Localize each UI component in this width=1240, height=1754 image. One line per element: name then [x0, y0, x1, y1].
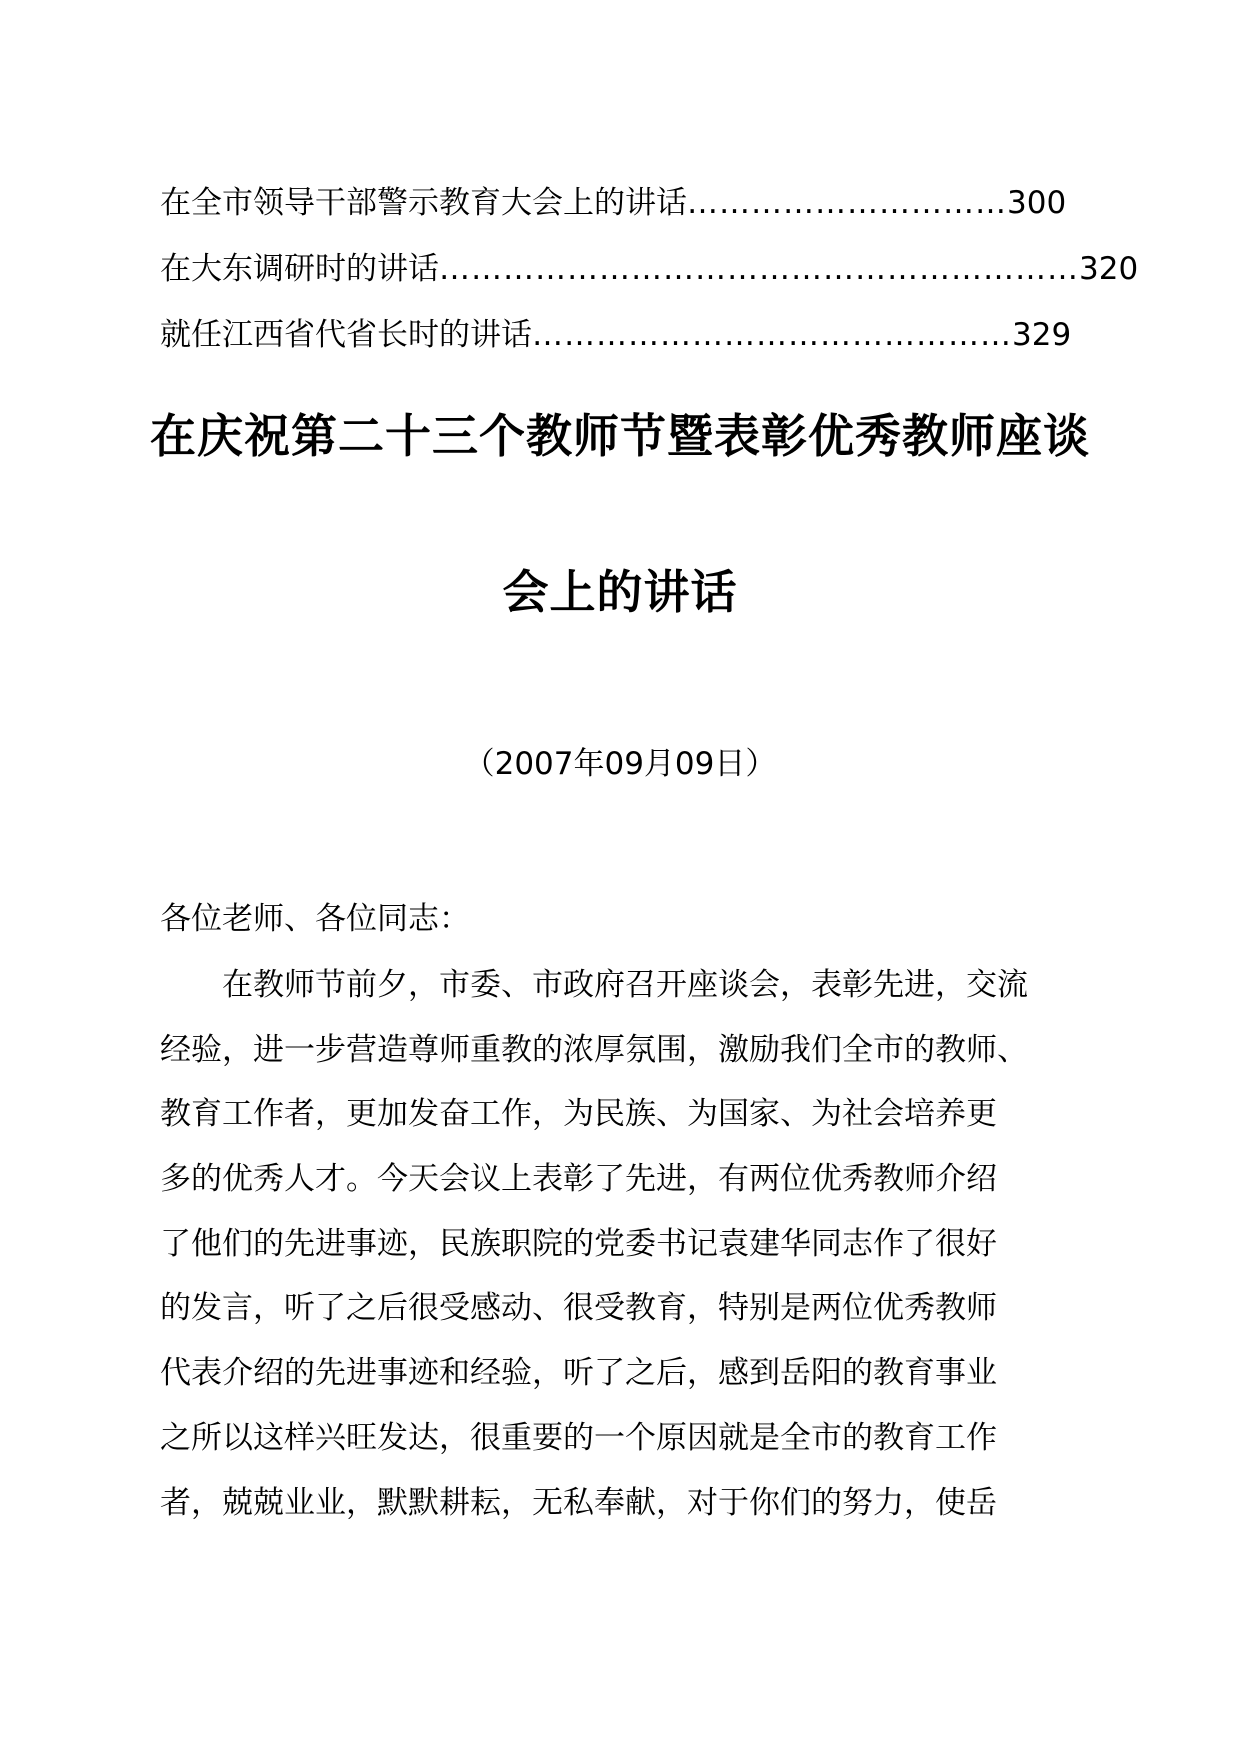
body-line: 了他们的先进事迹，民族职院的党委书记袁建华同志作了很好: [160, 1225, 997, 1262]
toc-entry[interactable]: [160, 302, 1072, 368]
toc-entry[interactable]: [160, 170, 1067, 236]
toc-entry-title: 在全市领导干部警示教育大会上的讲话: [160, 185, 687, 221]
body-line: 之所以这样兴旺发达，很重要的一个原因就是全市的教育工作: [160, 1419, 997, 1456]
speech-title-line-2: 会上的讲话: [502, 565, 738, 619]
speech-body: [160, 953, 1100, 1535]
toc-dot-leader: ……………………………………………………: [439, 251, 1079, 287]
toc-entry-title: 在大东调研时的讲话: [160, 251, 439, 287]
toc-entry[interactable]: [160, 236, 1139, 302]
body-line: 多的优秀人才。今天会议上表彰了先进，有两位优秀教师介绍: [160, 1161, 997, 1198]
table-of-contents: [160, 170, 1139, 368]
speech-date: （2007年09月09日）: [463, 746, 777, 782]
toc-page-number: 329: [1012, 317, 1072, 353]
body-line: 教育工作者，更加发奋工作，为民族、为国家、为社会培养更: [160, 1096, 997, 1133]
toc-page-number: 300: [1007, 185, 1067, 221]
toc-dot-leader: ………………………………………: [532, 317, 1012, 353]
toc-entry-title: 就任江西省代省长时的讲话: [160, 317, 532, 353]
body-line: 者，兢兢业业，默默耕耘，无私奉献，对于你们的努力，使岳: [160, 1484, 997, 1521]
body-line: 在教师节前夕，市委、市政府召开座谈会，表彰先进，交流: [160, 967, 1028, 1003]
body-line: 代表介绍的先进事迹和经验，听了之后，感到岳阳的教育事业: [160, 1355, 997, 1392]
speech-title-line-1: 在庆祝第二十三个教师节暨表彰优秀教师座谈: [150, 409, 1090, 463]
salutation: 各位老师、各位同志：: [160, 901, 470, 937]
body-line: 经验，进一步营造尊师重教的浓厚氛围，激励我们全市的教师、: [160, 1031, 1028, 1068]
body-line: 的发言，听了之后很受感动、很受教育，特别是两位优秀教师: [160, 1290, 997, 1327]
toc-page-number: 320: [1079, 251, 1139, 287]
toc-dot-leader: …………………………: [687, 185, 1007, 221]
